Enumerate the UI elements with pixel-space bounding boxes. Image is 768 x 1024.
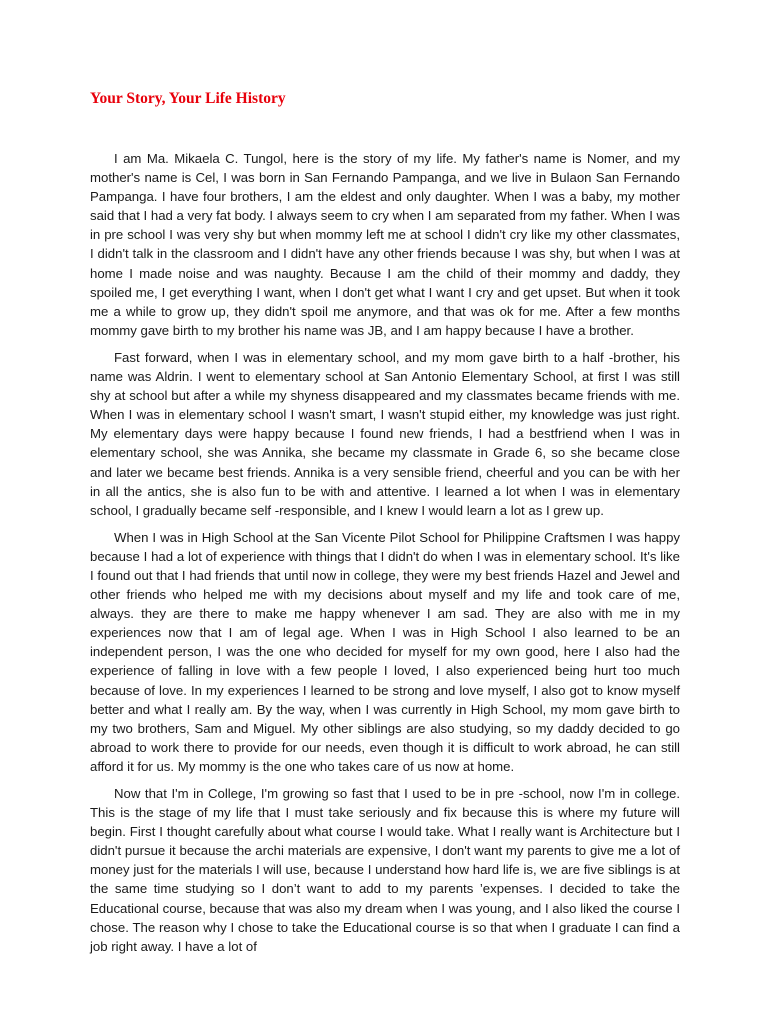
paragraph-elementary-school: Fast forward, when I was in elementary school, and my mom gave birth to a half -brother, his name was Aldrin. I went to elementary school at San Antonio Elementary School, at first I was still shy at school but after a while my shyness disappeared and my classmates became friends with me. When I was in elementary school I wasn't smart, I wasn't stupid either, my knowledge was just right. My elementary days were happy because I found new friends, I had a bestfriend when I was in elementary school, she was Annika, she became my classmate in Grade 6, so she became close and later we became best friends. Annika is a very sensible friend, cheerful and you can be with her in all the antics, she is also fun to be with and attentive. I learned a lot when I was in elementary school, I gradually became self -responsible, and I knew I would learn a lot as I grew up.: [90, 349, 680, 518]
document-title: Your Story, Your Life History: [90, 90, 286, 107]
document-body: [90, 149, 680, 956]
paragraph-family-background: I am Ma. Mikaela C. Tungol, here is the story of my life. My father's name is Nomer, and my mother's name is Cel, I was born in San Fernando Pampanga, and we live in Bulaon San Fernando Pampanga. I have four brothers, I am the eldest and only daughter. When I was a baby, my mother said that I had a very fat body. I always seem to cry when I am separated from my father. When I was in pre school I was very shy but when mommy left me at school I didn't cry like my other classmates, I didn't talk in the classroom and I didn't have any other friends because I was shy, but when I was at home I made noise and was naughty. Because I am the child of their mommy and daddy, they spoiled me, I get everything I want, when I don't get what I want I cry and get upset. But when it took me a while to grow up, they didn't spoil me anymore, and that was ok for me. After a few months mommy gave birth to my brother his name was JB, and I am happy because I have a brother.: [90, 151, 680, 338]
paragraph-college: Now that I'm in College, I'm growing so fast that I used to be in pre -school, now I'm in college. This is the stage of my life that I must take seriously and fix because this is where my future will begin. First I thought carefully about what course I would take. What I really want is Architecture but I didn't pursue it because the archi materials are expensive, I don't want my parents to give me a lot of money just for the materials I will use, because I understand how hard life is, we are five siblings is at the same time studying so I don’t want to add to my parents ’expenses. I decided to take the Educational course, because that was also my dream when I was young, and I also liked the course I chose. The reason why I chose to take the Educational course is so that when I graduate I can find a job right away. I have a lot of: [90, 786, 680, 954]
paragraph-high-school: When I was in High School at the San Vicente Pilot School for Philippine Craftsmen I was happy because I had a lot of experience with things that I didn't do when I was in elementary school. It's like I found out that I had friends that until now in college, they were my best friends Hazel and Jewel and other friends who helped me with my decisions about myself and my life and took care of me, always. they are there to make me happy whenever I am sad. They are also with me in my experiences now that I am of legal age. When I was in High School I also learned to be an independent person, I was the one who decided for myself for my own good, here I also had the experience of falling in love with a few people I loved, I also experienced being hurt too much because of love. In my experiences I learned to be strong and love myself, I also got to know myself better and what I really am. By the way, when I was currently in High School, my mom gave birth to my two brothers, Sam and Miguel. My other siblings are also studying, so my daddy decided to go abroad to work there to provide for our needs, even though it is difficult to work abroad, he can still afford it for us. My mommy is the one who takes care of us now at home.: [90, 529, 680, 774]
